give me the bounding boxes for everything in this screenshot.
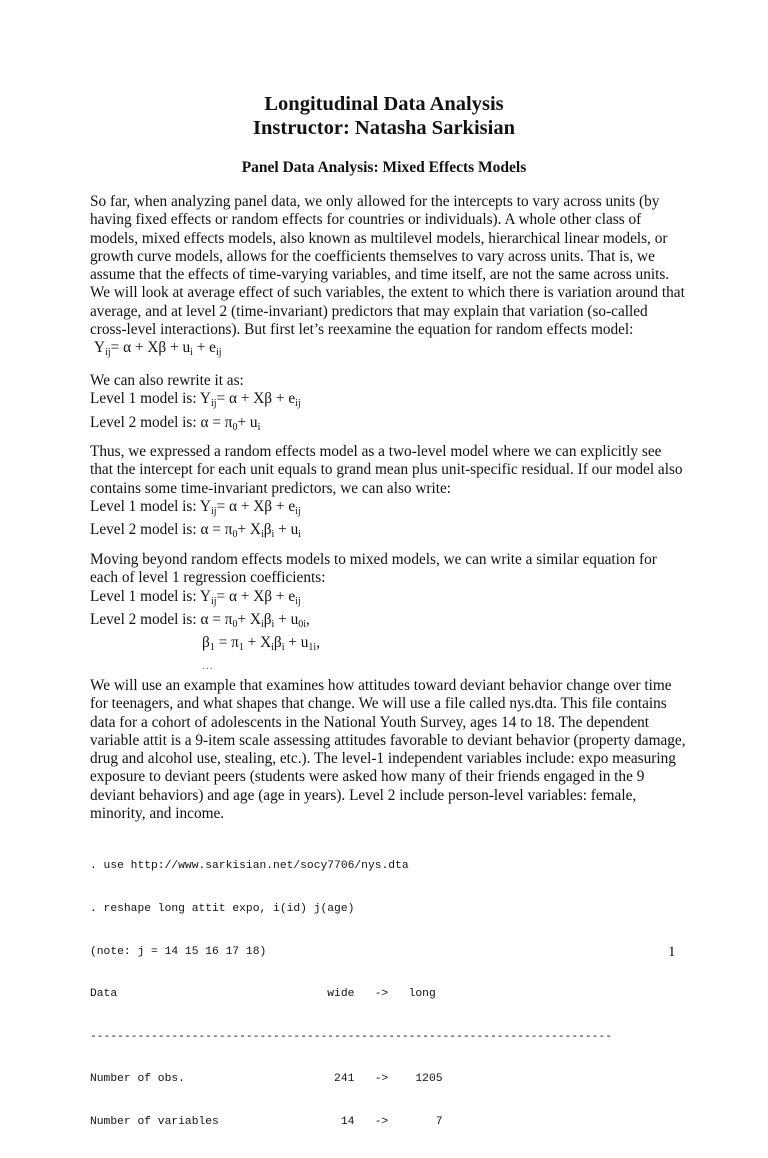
eq-subscript: i [271,642,274,654]
eq-text: Level 2 model is: α = π [90,413,233,431]
paragraph-example [90,677,690,823]
code-line: . use http://www.sarkisian.net/socy7706/nys.dta [90,860,409,873]
equation-random-effects [90,339,690,362]
eq-subscript: ij [295,595,301,607]
eq-subscript: i [298,529,302,541]
eq-subscript: i [271,618,275,630]
text-line: having fixed effects or random effects for countries or individuals). A whole other class of [90,211,642,229]
eq-subscript: ij [295,398,301,410]
equation-level2 [90,521,690,544]
eq-subscript: ij [295,505,301,517]
equation-level1 [90,390,690,413]
eq-subscript: 0 [232,421,238,433]
eq-subscript: 0 [232,529,238,541]
eq-text: + u [274,521,299,539]
text-line: drug and alcohol use, stealing, etc.). The level-1 independent variables include: expo measuring [90,750,676,768]
eq-subscript: i [260,618,264,630]
eq-text: Level 1 model is: Y [90,390,211,408]
section-subtitle: Panel Data Analysis: Mixed Effects Models [241,159,527,176]
eq-subscript: 0i [298,618,307,630]
eq-text: Level 1 model is: Y [90,587,211,605]
paragraph-two-level [90,443,690,544]
text-line: minority, and income. [90,805,225,823]
eq-text: = π [214,634,239,652]
page-number: 1 [668,944,676,960]
text-line: Moving beyond random effects models to mixed models, we can write a similar equation for [90,551,657,568]
eq-subscript: i [260,529,264,541]
eq-text: β [202,634,210,652]
eq-subscript: ij [210,398,217,410]
eq-text: , [316,634,321,652]
eq-text: + X [237,521,261,539]
eq-text: Level 1 model is: Y [90,497,211,515]
text-line: growth curve models, allows for the coefficients themselves to vary across units. That is, we [90,247,655,265]
code-line: . reshape long attit expo, i(id) j(age) [90,903,355,916]
text-line: deviant behaviors) and age (age in years). Level 2 include person-level variables: female, [90,786,637,804]
eq-text: = α + Xβ + e [216,497,296,515]
text-line: cross-level interactions). But first let’s reexamine the equation for random effects model: [90,321,634,339]
eq-text: Level 2 model is: α = π [90,521,233,539]
equation-level2 [90,414,690,437]
text-line: models, mixed effects models, also known as multilevel models, hierarchical linear models, or [90,229,668,247]
eq-text: β [263,610,272,628]
eq-subscript: 1i [308,642,317,654]
code-line: Number of obs. 241 -> 1205 [90,1073,443,1086]
eq-text: + e [192,339,216,357]
eq-subscript: ij [105,347,111,359]
eq-text: = α + Xβ + u [110,339,191,357]
eq-text: = α + Xβ + e [216,390,296,408]
equation-level1 [90,498,690,521]
code-line: ----------------------------------------------------------------------------- [90,1030,613,1043]
paragraph-mixed-models [90,551,690,676]
text-line: So far, when analyzing panel data, we only allowed for the intercepts to vary across units (by [90,193,660,210]
document-title [0,92,768,140]
text-line: average, and at level 2 (time-invariant) predictors that may explain that variation (so-called [90,302,648,320]
text-line: Thus, we expressed a random effects model as a two-level model where we can explicitly see [90,443,662,460]
eq-subscript: i [190,347,193,359]
eq-subscript: 1 [238,642,244,654]
text-line: each of level 1 regression coefficients: [90,569,326,587]
eq-subscript: ij [215,347,222,359]
code-line: (note: j = 14 15 16 17 18) [90,945,267,958]
eq-text: + X [237,610,261,628]
text-line: exposure to deviant peers (students were asked how many of their friends engaged in the 9 [90,768,645,786]
text-line: that the intercept for each unit equals to grand mean plus unit-specific residual. If our model also [90,461,683,479]
equation-beta1 [90,634,690,657]
text-line: data for a cohort of adolescents in the National Youth Survey, ages 14 to 18. The dependent [90,713,650,731]
text-line: We will look at average effect of such variables, the extent to which there is variation around that [90,284,685,302]
code-line: Data wide -> long [90,988,436,1001]
equation-level2 [90,611,690,634]
eq-text: β [263,521,272,539]
eq-text: Level 2 model is: α = π [90,610,233,628]
eq-subscript: ij [210,505,217,517]
eq-text: = α + Xβ + e [216,587,296,605]
stata-code-block [90,831,612,1158]
text-line: We can also rewrite it as: [90,372,244,389]
code-line: Number of variables 14 -> 7 [90,1116,443,1129]
equation-level1 [90,588,690,611]
eq-symbol: Y [94,339,106,357]
eq-text: + u [237,413,258,431]
equation-ellipsis: … [202,660,213,673]
text-line: We will use an example that examines how attitudes toward deviant behavior change over time [90,677,672,694]
title-line-2: Instructor: Natasha Sarkisian [253,117,515,139]
eq-text: + u [274,610,299,628]
eq-subscript: ij [210,595,217,607]
eq-subscript: 1 [209,642,215,654]
eq-subscript: i [271,529,275,541]
eq-subscript: i [257,421,261,433]
eq-text: , [306,610,310,628]
eq-text: + u [284,634,309,652]
text-line: assume that the effects of time-varying variables, and time itself, are not the same across units. [90,266,670,284]
text-line: variable attit is a 9-item scale assessing attitudes favorable to deviant behavior (property damage, [90,731,686,749]
text-line: contains some time-invariant predictors, we can also write: [90,479,452,497]
eq-text: + X [243,634,272,652]
eq-text: β [273,634,282,652]
title-line-1: Longitudinal Data Analysis [264,93,504,115]
eq-subscript: 0 [232,618,238,630]
text-line: for teenagers, and what shapes that change. We will use a file called nys.dta. This file contains [90,695,667,713]
eq-subscript: i [281,642,285,654]
paragraph-rewrite [90,372,690,437]
paragraph-intro [90,193,690,363]
